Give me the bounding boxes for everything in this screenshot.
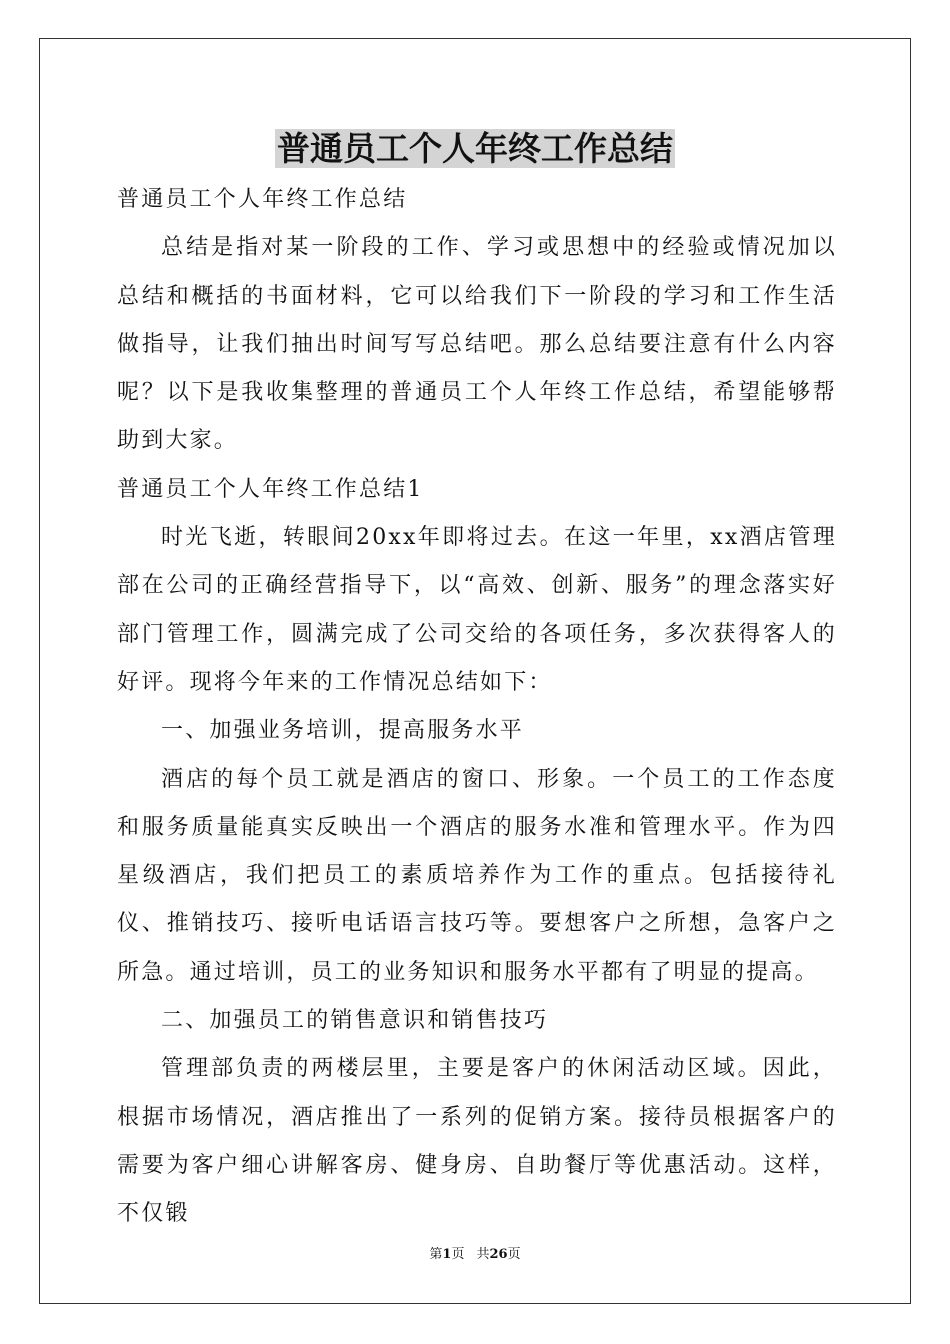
- paragraph: 酒店的每个员工就是酒店的窗口、形象。一个员工的工作态度和服务质量能真实反映出一个酒店的服务水准和管理水平。作为四星级酒店，我们把员工的素质培养作为工作的重点。包括接待礼仪、推销技巧、接听电话语言技巧等。要想客户之所想，急客户之所急。通过培训，员工的业务知识和服务水平都有了明显的提高。: [117, 766, 837, 985]
- document-title: [0, 126, 950, 172]
- page-footer: [0, 1246, 950, 1264]
- page-number-current: 1: [442, 1247, 452, 1262]
- paragraph: 二、加强员工的销售意识和销售技巧: [161, 1008, 549, 1034]
- paragraph: 管理部负责的两楼层里，主要是客户的休闲活动区域。因此，根据市场情况，酒店推出了一系列的促销方案。接待员根据客户的需要为客户细心讲解客房、健身房、自助餐厅等优惠活动。这样，不仅锻: [117, 1056, 837, 1227]
- page-total-prefix: 共: [476, 1247, 490, 1262]
- paragraph: 时光飞逝，转眼间20xx年即将过去。在这一年里，xx酒店管理部在公司的正确经营指导下，以“高效、创新、服务”的理念落实好部门管理工作，圆满完成了公司交给的各项任务，多次获得客人的好评。现将今年来的工作情况总结如下：: [117, 525, 837, 695]
- page-number-prefix: 第: [429, 1247, 443, 1262]
- document-title-text: 普通员工个人年终工作总结: [277, 129, 673, 168]
- paragraph: 一、加强业务培训，提高服务水平: [161, 718, 525, 744]
- page-total-suffix: 页: [507, 1247, 521, 1262]
- page-total-count: 26: [489, 1247, 508, 1262]
- paragraph: 总结是指对某一阶段的工作、学习或思想中的经验或情况加以总结和概括的书面材料，它可以给我们下一阶段的学习和工作生活做指导，让我们抽出时间写写总结吧。那么总结要注意有什么内容呢？以下是我收集整理的普通员工个人年终工作总结，希望能够帮助到大家。: [117, 235, 837, 454]
- document-body: [117, 176, 837, 1239]
- page-number-suffix: 页: [451, 1247, 465, 1262]
- paragraph: 普通员工个人年终工作总结: [117, 187, 408, 212]
- paragraph: 普通员工个人年终工作总结1: [117, 476, 424, 502]
